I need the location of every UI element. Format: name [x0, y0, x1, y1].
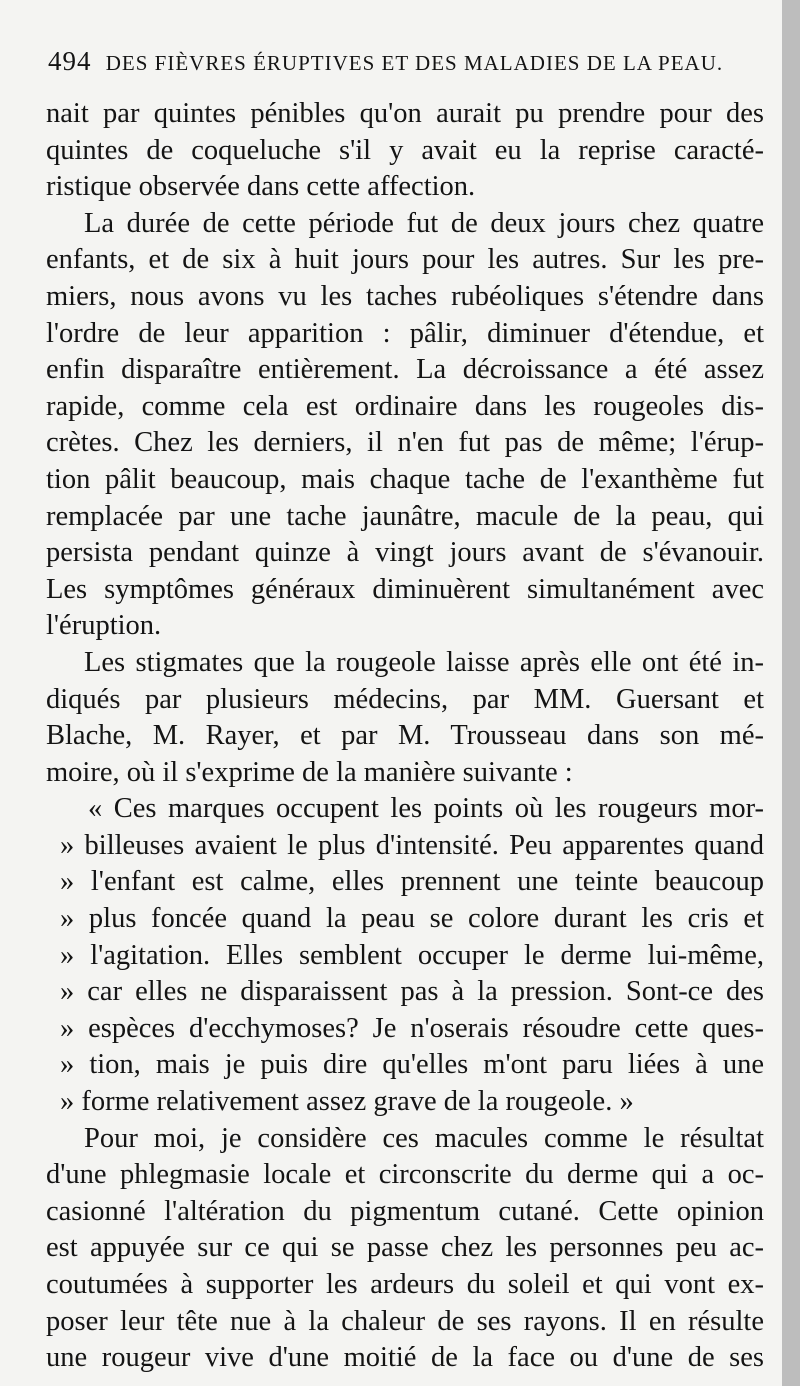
text-line: Blache, M. Rayer, et par M. Trousseau dans son mé- — [46, 720, 764, 752]
text-line: casionné l'altération du pigmentum cutané. Cette opinion — [46, 1195, 764, 1227]
running-header — [48, 46, 768, 77]
text-line: moire, où il s'exprime de la manière suivante : — [46, 756, 573, 788]
page-body — [46, 96, 764, 1377]
text-line: diqués par plusieurs médecins, par MM. Guersant et — [46, 683, 764, 715]
text-line: l'éruption. — [46, 610, 162, 642]
quote-line: » forme relativement assez grave de la rougeole. » — [60, 1086, 634, 1118]
text-line: enfin disparaître entièrement. La décroissance a été assez — [46, 354, 764, 386]
quote-line: » car elles ne disparaissent pas à la pression. Sont-ce des — [60, 976, 764, 1008]
text-line: tion pâlit beaucoup, mais chaque tache de l'exanthème fut — [46, 463, 764, 495]
text-line: nait par quintes pénibles qu'on aurait pu prendre pour des — [46, 98, 764, 129]
text-line: persista pendant quinze à vingt jours avant de s'évanouir. — [46, 537, 764, 569]
text-line: une rougeur vive d'une moitié de la face ou d'une de ses — [46, 1342, 764, 1374]
text-line: remplacée par une tache jaunâtre, macule de la peau, qui — [46, 500, 764, 532]
text-line: d'une phlegmasie locale et circonscrite du derme qui a oc- — [46, 1159, 764, 1191]
text-line: l'ordre de leur apparition : pâlir, diminuer d'étendue, et — [46, 317, 764, 349]
quote-line: » espèces d'ecchymoses? Je n'oserais résoudre cette ques- — [60, 1012, 764, 1044]
text-line: Pour moi, je considère ces macules comme le résultat — [84, 1122, 764, 1154]
text-line: La durée de cette période fut de deux jours chez quatre — [84, 207, 764, 239]
running-title: DES FIÈVRES ÉRUPTIVES ET DES MALADIES DE LA PEAU. — [105, 51, 724, 75]
text-line: Les stigmates que la rougeole laisse après elle ont été in- — [84, 646, 764, 678]
text-line: poser leur tête nue à la chaleur de ses rayons. Il en résulte — [46, 1305, 764, 1337]
quote-line: » plus foncée quand la peau se colore durant les cris et — [60, 903, 764, 935]
text-line: Les symptômes généraux diminuèrent simultanément avec — [46, 573, 764, 605]
quote-line: » l'agitation. Elles semblent occuper le derme lui-même, — [60, 939, 764, 971]
text-line: est appuyée sur ce qui se passe chez les personnes peu ac- — [46, 1232, 764, 1264]
text-line: coutumées à supporter les ardeurs du soleil et qui vont ex- — [46, 1269, 764, 1300]
text-line: ristique observée dans cette affection. — [46, 171, 476, 203]
text-line: miers, nous avons vu les taches rubéoliques s'étendre dans — [46, 280, 764, 312]
text-line: rapide, comme cela est ordinaire dans les rougeoles dis- — [46, 390, 764, 422]
quote-line: » billeuses avaient le plus d'intensité. Peu apparentes quand — [60, 829, 764, 861]
quote-line: » l'enfant est calme, elles prennent une teinte beaucoup — [60, 866, 764, 898]
quote-line: » tion, mais je puis dire qu'elles m'ont paru liées à une — [60, 1049, 764, 1081]
text-line: enfants, et de six à huit jours pour les autres. Sur les pre- — [46, 244, 764, 276]
page-number: 494 — [48, 46, 92, 76]
quote-line: « Ces marques occupent les points où les rougeurs mor- — [88, 793, 764, 825]
text-line: crètes. Chez les derniers, il n'en fut pas de même; l'érup- — [46, 427, 764, 459]
text-line: quintes de coqueluche s'il y avait eu la reprise caracté- — [46, 134, 764, 166]
